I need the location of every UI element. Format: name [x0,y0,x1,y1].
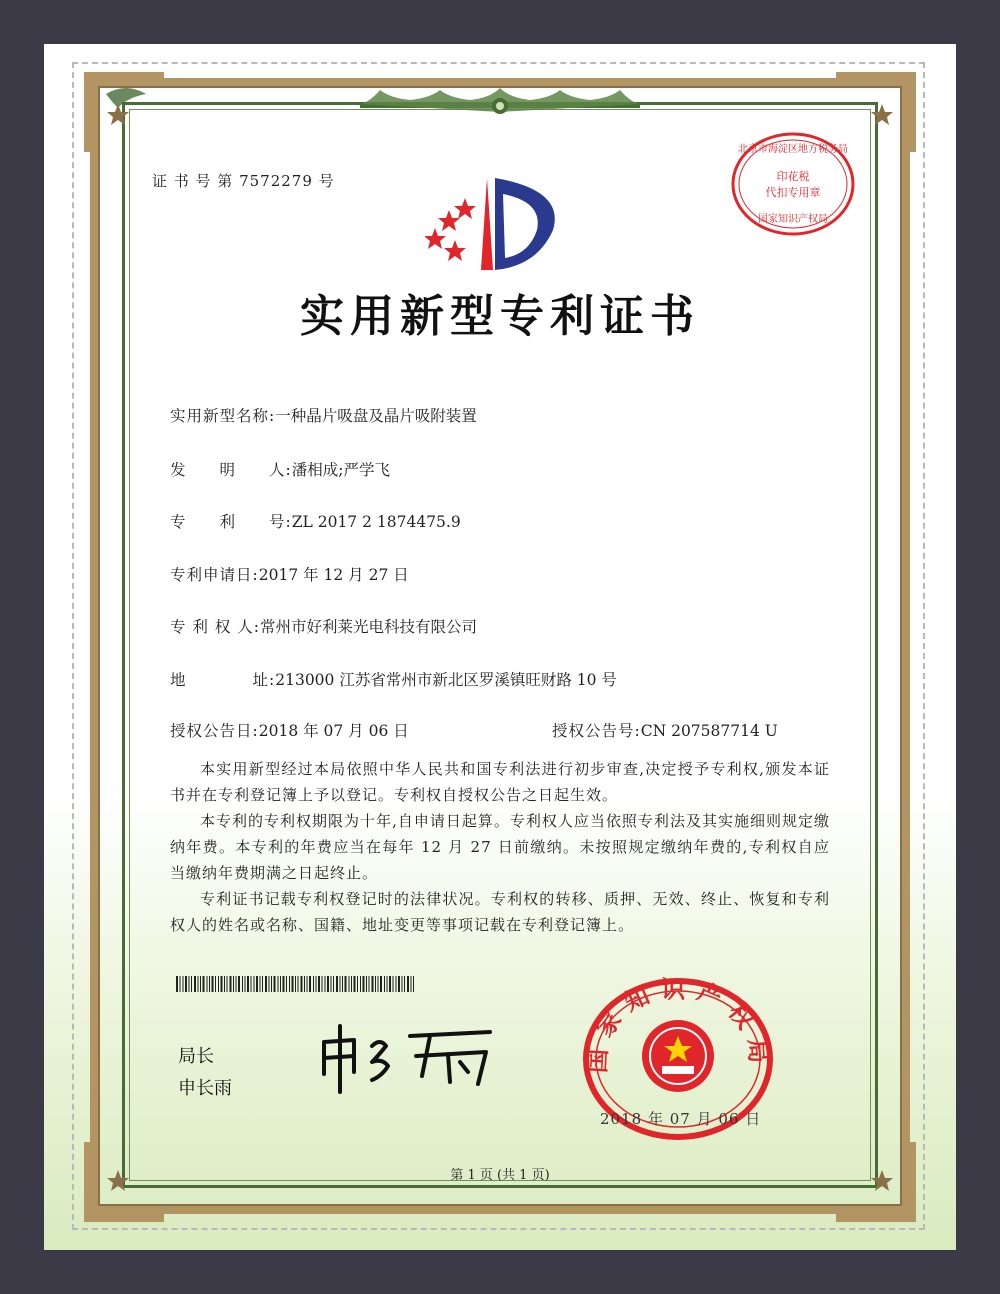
certificate-body [170,756,830,938]
tax-seal-inner-line1: 印花税 [776,170,810,183]
barcode-bar [309,976,311,992]
seal-date: 2018 年 07 月 06 日 [600,1110,762,1128]
tax-seal-outer-text: 北京市海淀区地方税务局 [738,144,848,155]
barcode-bar [413,976,414,992]
barcode-bar [322,976,323,992]
field-grant-number [552,719,778,741]
barcode-bar [295,976,296,992]
grant-number-value: CN 207587714 U [640,722,778,740]
barcode-bar [378,976,379,992]
address-value: 213000 江苏省常州市新北区罗溪镇旺财路 10 号 [275,671,617,689]
barcode-bar [260,976,261,992]
barcode-bar [200,976,201,992]
patentee-label: 专 利 权 人: [170,618,261,636]
barcode-bar [393,976,394,992]
barcode-bar [254,976,255,992]
barcode-bar [331,976,332,992]
barcode-bar [345,976,347,992]
body-paragraph: 本专利的专利权期限为十年,自申请日起算。专利权人应当依照专利法及其实施细则规定缴纳年费。本专利的年费应当在每年 12 月 27 日前缴纳。未按照规定缴纳年费的,专利权自应当缴纳年费期满之日起终止。 [170,812,830,882]
grant-number-label: 授权公告号: [552,722,641,740]
barcode-bar [215,976,216,992]
barcode-bar [340,976,341,992]
barcode-bar [380,976,382,992]
patent-number-value: ZL 2017 2 1874475.9 [291,513,461,531]
barcode-bar [185,976,187,992]
barcode-bar [209,976,210,992]
patent-number-label: 专 利 号: [170,513,292,531]
barcode-bar [203,976,205,992]
barcode-bar [212,976,214,992]
patentee-value: 常州市好利莱光电科技有限公司 [260,618,478,636]
barcode-bar [354,976,356,992]
barcode-bar [207,976,208,992]
barcode-bar [245,976,246,992]
barcode-bar [233,976,234,992]
barcode-bar [360,976,361,992]
certificate-number: 证 书 号 第 7572279 号 [152,172,335,190]
address-label: 地 址: [170,671,276,689]
barcode-bar [230,976,232,992]
barcode-bar [313,976,314,992]
barcode [176,976,416,992]
barcode-bar [396,976,397,992]
field-patent-number [170,510,461,532]
barcode-bar [274,976,276,992]
grant-date-value: 2018 年 07 月 06 日 [258,722,409,740]
inventor-value: 潘相成;严学飞 [291,461,390,479]
barcode-bar [387,976,388,992]
barcode-bar [389,976,391,992]
barcode-bar [262,976,263,992]
barcode-bar [189,976,190,992]
signatory-name: 申长雨 [178,1078,232,1099]
barcode-bar [256,976,258,992]
barcode-bar [333,976,334,992]
seal-text: 国家知识产权局 [583,975,773,1074]
field-grant-date [170,719,409,741]
grant-date-label: 授权公告日: [170,722,259,740]
barcode-bar [269,976,270,992]
field-address [170,668,617,690]
barcode-bar [366,976,367,992]
barcode-bar [271,976,272,992]
top-ornament [360,84,640,130]
tax-seal [728,130,858,238]
barcode-bar [227,976,228,992]
body-paragraph: 本实用新型经过本局依照中华人民共和国专利法进行初步审查,决定授予专利权,颁发本证书并在专利登记簿上予以登记。专利权自授权公告之日起生效。 [170,760,830,804]
barcode-bar [191,976,192,992]
barcode-bar [238,976,240,992]
barcode-bar [278,976,279,992]
barcode-bar [316,976,317,992]
field-utility-model-name [170,404,477,426]
barcode-bar [280,976,281,992]
barcode-bar [318,976,320,992]
barcode-bar [384,976,385,992]
barcode-bar [242,976,243,992]
barcode-bar [289,976,290,992]
field-filing-date [170,563,409,585]
barcode-bar [369,976,370,992]
utility-model-name-label: 实用新型名称: [170,407,276,425]
barcode-bar [183,976,184,992]
page-number: 第 1 页 (共 1 页) [450,1168,550,1183]
barcode-bar [283,976,285,992]
field-inventor [170,458,390,480]
inventor-label: 发 明 人: [170,461,292,479]
corner-ornament-top-left [84,72,164,152]
handwritten-signature [310,1012,510,1102]
barcode-bar [325,976,326,992]
barcode-bar [398,976,400,992]
tax-seal-inner-line2: 代扣专用章 [765,186,821,199]
barcode-bar [265,976,267,992]
barcode-bar [357,976,358,992]
barcode-bar [301,976,303,992]
barcode-bar [372,976,374,992]
barcode-bar [342,976,343,992]
patent-office-emblem [425,170,575,280]
barcode-bar [236,976,237,992]
barcode-bar [194,976,196,992]
barcode-bar [336,976,338,992]
certificate-title: 实用新型专利证书 [300,291,700,342]
field-patentee [170,615,477,637]
barcode-bar [180,976,181,992]
barcode-bar [251,976,252,992]
barcode-bar [349,976,350,992]
barcode-bar [327,976,329,992]
barcode-bar [402,976,403,992]
filing-date-label: 专利申请日: [170,566,259,584]
barcode-bar [307,976,308,992]
barcode-bar [363,976,365,992]
barcode-bar [247,976,249,992]
barcode-bar [292,976,294,992]
filing-date-value: 2017 年 12 月 27 日 [258,566,409,584]
barcode-bar [218,976,219,992]
barcode-bar [176,976,178,992]
barcode-bar [198,976,199,992]
barcode-bar [224,976,225,992]
body-paragraph: 专利证书记载专利权登记时的法律状况。专利权的转移、质押、无效、终止、恢复和专利权人的姓名或名称、国籍、地址变更等事项记载在专利登记簿上。 [170,890,830,934]
barcode-bar [298,976,299,992]
signatory-title: 局长 [178,1046,214,1067]
utility-model-name-value: 一种晶片吸盘及晶片吸附装置 [275,407,477,425]
barcode-bar [407,976,409,992]
barcode-bar [375,976,376,992]
barcode-bar [351,976,352,992]
barcode-bar [286,976,287,992]
barcode-bar [411,976,412,992]
tax-seal-bottom-text: 国家知识产权局 [758,214,828,225]
barcode-bar [304,976,305,992]
barcode-bar [404,976,405,992]
barcode-bar [221,976,223,992]
